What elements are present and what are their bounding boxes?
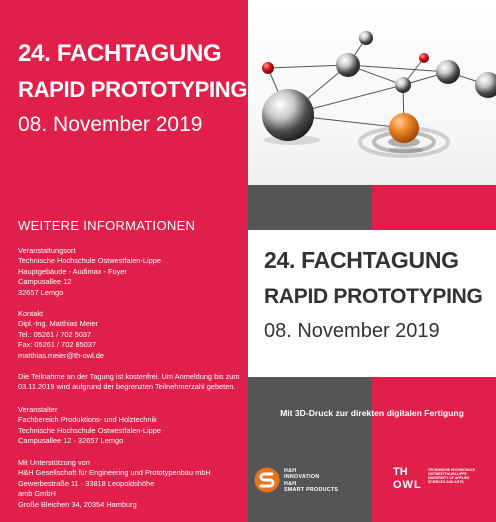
contact-label: Kontakt (18, 309, 44, 318)
back-title-line2: RAPID PROTOTYPING (264, 285, 483, 308)
hh-line2: INNOVATION (284, 474, 320, 480)
venue-block (18, 246, 243, 298)
registration-note: Die Teilnahme an der Tagung ist kostenfrei. Um Anmeldung bis zum 03.11.2019 wird aufgrund der begrenzten Teilnehmerzahl gebeten. (18, 372, 240, 392)
cover-title-line1: 24. FACHTAGUNG (18, 40, 222, 67)
organizer-block (18, 405, 243, 447)
contact-phone: Tel.: 05261 / 702 5037 (18, 329, 92, 339)
support-address-2: Große Bleichen 34, 20354 Hamburg (18, 499, 137, 509)
th-owl-logo (393, 467, 493, 507)
network-spheres-image (248, 0, 496, 185)
support-address: Gewerbestraße 11 · 33818 Leopoldshöhe (18, 478, 155, 488)
venue-street: Campusallee 12 (18, 277, 72, 287)
hh-line4: SMART PRODUCTS (284, 487, 339, 493)
network-spheres-illustration (248, 0, 496, 185)
back-subtitle: Mit 3D-Druck zur direkten digitalen Fertigung (280, 408, 464, 418)
cover-date: 08. November 2019 (18, 113, 203, 136)
contact-fax: Fax: 05261 / 702 85037 (18, 340, 97, 350)
venue-label: Veranstaltungsort (18, 246, 76, 255)
back-date: 08. November 2019 (264, 320, 440, 342)
organizer-address: Campusallee 12 · 32657 Lemgo (18, 436, 124, 446)
contact-block (18, 309, 243, 361)
organizer-school: Technische Hochschule Ostwestfalen-Lippe (18, 425, 161, 435)
organizer-label: Veranstalter (18, 405, 58, 414)
back-title-line1: 24. FACHTAGUNG (264, 247, 459, 273)
hh-logo (254, 465, 366, 505)
owl-owl-text: OWL (393, 479, 422, 491)
owl-university-text: TECHNISCHE HOCHSCHULE OSTWESTFALEN-LIPPE UNIVERSITY OF APPLIED SCIENCES AND ARTS (428, 468, 475, 485)
hh-line3: H&H (284, 481, 297, 487)
support-block (18, 458, 243, 510)
venue-city: 32657 Lemgo (18, 287, 64, 297)
hh-line1: H&H (284, 468, 297, 474)
contact-name: Dipl.-Ing. Matthias Meier (18, 319, 99, 329)
owl-th-text: TH (393, 466, 408, 478)
support-company-2: amb GmbH (18, 489, 56, 499)
organizer-dept: Fachbereich Produktions- und Holztechnik (18, 415, 157, 425)
cover-title-line2: RAPID PROTOTYPING (18, 77, 248, 102)
support-label: Mit Unterstützung von (18, 458, 90, 467)
venue-building: Hauptgebäude - Audimax - Foyer (18, 266, 127, 276)
support-company: H&H Gesellschaft für Engineering und Prototypenbau mbH (18, 468, 211, 478)
info-heading: WEITERE INFORMATIONEN (18, 218, 196, 233)
hh-logo-mark-icon (254, 467, 280, 493)
venue-name: Technische Hochschule Ostwestfalen-Lippe (18, 256, 161, 266)
contact-email-link[interactable]: matthias.meier@th-owl.de (18, 350, 104, 360)
